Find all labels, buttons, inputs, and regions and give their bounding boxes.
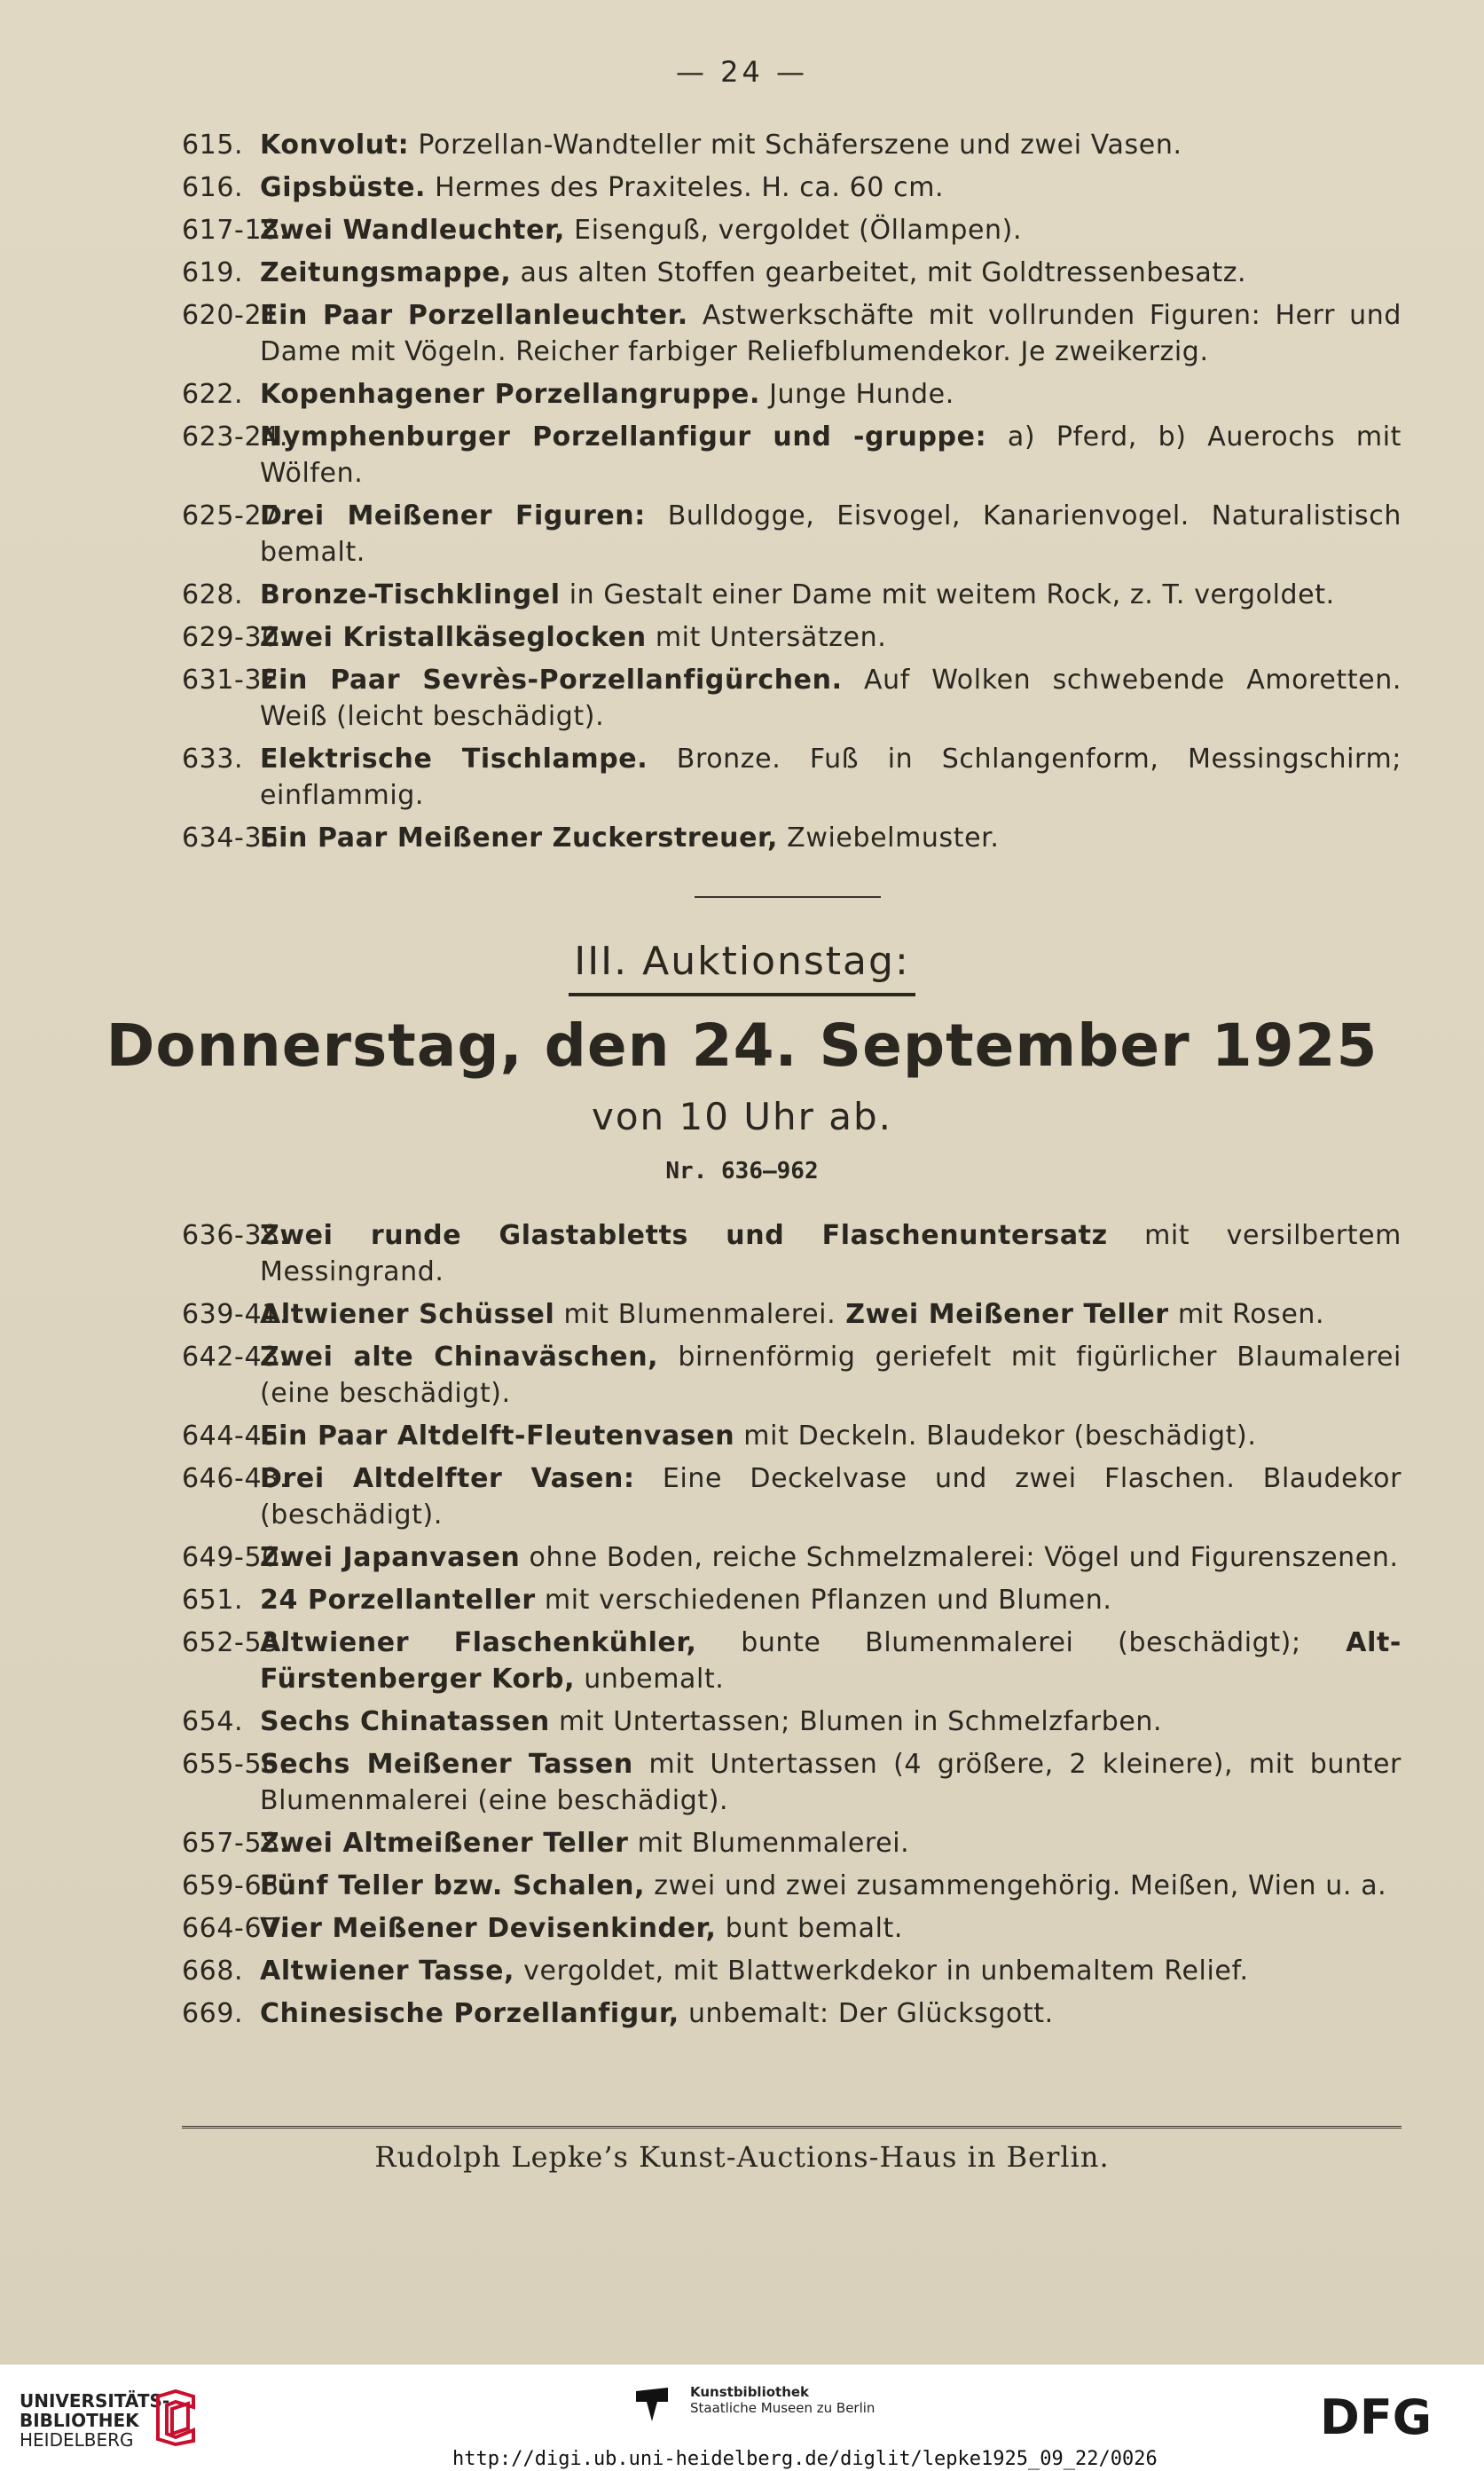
lot-title: Ein Paar Altdelft-Fleutenvasen: [260, 1420, 735, 1452]
lot-number: 623-24.: [182, 421, 288, 452]
lot-entry: [182, 1418, 1402, 1454]
lot-entry: [182, 1339, 1402, 1412]
lot-entry: [182, 577, 1402, 613]
uni-line-2: BIBLIOTHEK: [20, 2410, 139, 2431]
lot-number: 652-53.: [182, 1627, 288, 1658]
lot-description: Auf Wolken schwebende Amoretten. Weiß (leicht beschädigt).: [260, 665, 1402, 732]
dfg-text: DFG: [1320, 2391, 1433, 2441]
auction-start-time: von 10 Uhr ab.: [591, 1095, 893, 1138]
lot-description: mit Blumenmalerei.: [554, 1299, 836, 1330]
lot-entry: [182, 255, 1402, 291]
lot-title: Zwei runde Glastabletts und Flaschenuntersatz: [260, 1220, 1108, 1251]
lot-entry: [182, 1995, 1402, 2032]
lot-description: Bulldogge, Eisvogel, Kanarienvogel. Naturalistisch bemalt.: [260, 500, 1402, 568]
lot-entry: [182, 1625, 1402, 1697]
footer-rule: [182, 2126, 1402, 2129]
lot-description: Bronze. Fuß in Schlangenform, Messingschirm; einflammig.: [260, 744, 1402, 811]
lot-number: 642-43.: [182, 1342, 288, 1373]
lot-entry: [182, 1910, 1402, 1947]
lot-entry: [182, 820, 1402, 856]
lot-description: mit Untertassen; Blumen in Schmelzfarben.: [549, 1706, 1163, 1737]
lot-number: 659-63.: [182, 1870, 288, 1901]
lot-description: mit Untertassen (4 größere, 2 kleinere), mit bunter Blumenmalerei (eine beschädigt).: [260, 1749, 1402, 1816]
lot-title: Zwei Japanvasen: [260, 1542, 521, 1573]
lot-description: mit Untersätzen.: [646, 622, 887, 653]
lot-number: 668.: [182, 1956, 244, 1987]
lot-number: 649-50.: [182, 1542, 288, 1573]
page-number: — 24 —: [675, 55, 809, 89]
lot-number: 620-21.: [182, 300, 288, 331]
lot-title: Konvolut:: [260, 130, 410, 161]
lot-description: Eine Deckelvase und zwei Flaschen. Blaudekor (beschädigt).: [260, 1463, 1402, 1531]
lot-entry: [182, 1582, 1402, 1618]
digitization-bar: [0, 2365, 1484, 2471]
lot-title: Sechs Meißener Tassen: [260, 1749, 633, 1780]
lot-list-day-2: [182, 127, 1402, 862]
lot-entry: [182, 169, 1402, 206]
kunstbibliothek-logo-icon: [632, 2382, 673, 2425]
lot-entry: [182, 212, 1402, 248]
lot-title: Altwiener Schüssel: [260, 1299, 555, 1330]
lot-number: 617-18.: [182, 215, 288, 246]
lot-title: Elektrische Tischlampe.: [260, 744, 648, 775]
lot-description: zwei und zwei zusammengehörig. Meißen, Wien u. a.: [645, 1870, 1387, 1901]
lot-entry: [182, 498, 1402, 571]
lot-number-range: Nr. 636—962: [665, 1158, 819, 1184]
lot-description: Hermes des Praxiteles. H. ca. 60 cm.: [426, 172, 945, 203]
lot-entry: [182, 619, 1402, 656]
lot-entry: [182, 127, 1402, 163]
auction-day-label: III. Auktionstag:: [569, 939, 915, 996]
lot-number: 639-41.: [182, 1299, 288, 1330]
lot-number: 622.: [182, 379, 244, 410]
lot-entry: [182, 662, 1402, 735]
lot-description-secondary: unbemalt.: [575, 1664, 725, 1695]
lot-description: mit Blumenmalerei.: [628, 1828, 910, 1859]
lot-title: Kopenhagener Porzellangruppe.: [260, 379, 760, 410]
lot-title: Altwiener Flaschenkühler,: [260, 1627, 697, 1658]
kb-line-1: Kunstbibliothek: [690, 2384, 810, 2400]
lot-description: mit versilbertem Messingrand.: [260, 1220, 1402, 1287]
lot-number: 646-48.: [182, 1463, 288, 1494]
lot-description: ohne Boden, reiche Schmelzmalerei: Vögel und Figurenszenen.: [520, 1542, 1399, 1573]
lot-description: a) Pferd, b) Auerochs mit Wölfen.: [260, 421, 1402, 489]
lot-number: 616.: [182, 172, 244, 203]
lot-number: 629-30.: [182, 622, 288, 653]
lot-title: Ein Paar Meißener Zuckerstreuer,: [260, 822, 779, 854]
lot-description-secondary: mit Rosen.: [1168, 1299, 1325, 1330]
lot-description: Eisenguß, vergoldet (Öllampen).: [565, 215, 1023, 246]
lot-number: 664-67.: [182, 1913, 288, 1944]
lot-description: vergoldet, mit Blattwerkdekor in unbemaltem Relief.: [514, 1956, 1249, 1987]
lot-title: Zeitungsmappe,: [260, 257, 512, 288]
lot-entry: [182, 419, 1402, 492]
lot-number: 636-38.: [182, 1220, 288, 1251]
lot-title: Chinesische Porzellanfigur,: [260, 1998, 679, 2029]
lot-title: Zwei Wandleuchter,: [260, 215, 566, 246]
lot-entry: [182, 1825, 1402, 1861]
lot-title: Drei Altdelfter Vasen:: [260, 1463, 635, 1494]
lot-description: aus alten Stoffen gearbeitet, mit Goldtressenbesatz.: [511, 257, 1247, 288]
lot-number: 628.: [182, 579, 244, 610]
lot-number: 633.: [182, 744, 244, 775]
lot-number: 657-58.: [182, 1828, 288, 1859]
lot-entry: [182, 1746, 1402, 1819]
lot-description: mit verschiedenen Pflanzen und Blumen.: [535, 1585, 1112, 1616]
lot-number: 669.: [182, 1998, 244, 2029]
lot-description: bunt bemalt.: [716, 1913, 904, 1944]
lot-number: 631-32.: [182, 665, 288, 696]
lot-description: mit Deckeln. Blaudekor (beschädigt).: [734, 1420, 1257, 1452]
lot-description: in Gestalt einer Dame mit weitem Rock, z. T. vergoldet.: [560, 579, 1335, 610]
lot-title: Fünf Teller bzw. Schalen,: [260, 1870, 646, 1901]
lot-entry: [182, 376, 1402, 413]
lot-number: 655-56.: [182, 1749, 288, 1780]
lot-title-secondary: Alt-Fürstenberger Korb,: [260, 1627, 1402, 1695]
lot-title: Altwiener Tasse,: [260, 1956, 515, 1987]
permalink-url[interactable]: http://digi.ub.uni-heidelberg.de/diglit/lepke1925_09_22/0026: [452, 2448, 1158, 2470]
lot-number: 619.: [182, 257, 244, 288]
lot-title: Nymphenburger Porzellanfigur und -gruppe:: [260, 421, 987, 452]
lot-number: 644-45.: [182, 1420, 288, 1452]
lot-title: Gipsbüste.: [260, 172, 427, 203]
lot-entry: [182, 297, 1402, 370]
lot-entry: [182, 1868, 1402, 1904]
auction-day-heading: [0, 939, 1484, 996]
lot-number: 634-35.: [182, 822, 288, 854]
lot-title: Ein Paar Sevrès-Porzellanfigürchen.: [260, 665, 843, 696]
uni-line-1: UNIVERSITÄTS-: [20, 2390, 170, 2412]
uni-line-3: HEIDELBERG: [20, 2429, 134, 2451]
lot-title: Vier Meißener Devisenkinder,: [260, 1913, 717, 1944]
lot-description: Junge Hunde.: [759, 379, 954, 410]
lot-title: Bronze-Tischklingel: [260, 579, 561, 610]
lot-title-secondary: Zwei Meißener Teller: [836, 1299, 1169, 1330]
lot-title: Zwei alte Chinaväschen,: [260, 1342, 659, 1373]
lot-title: Zwei Altmeißener Teller: [260, 1828, 629, 1859]
lot-description: unbemalt: Der Glücksgott.: [679, 1998, 1054, 2029]
lot-title: Sechs Chinatassen: [260, 1706, 550, 1737]
lot-entry: [182, 1217, 1402, 1290]
section-divider: [695, 896, 881, 898]
lot-list-day-3: [182, 1217, 1402, 2038]
kb-line-2: Staatliche Museen zu Berlin: [690, 2400, 875, 2416]
lot-description: Porzellan-Wandteller mit Schäferszene und zwei Vasen.: [409, 130, 1182, 161]
lot-description: Zwiebelmuster.: [778, 822, 1000, 854]
lot-entry: [182, 1953, 1402, 1989]
lot-entry: [182, 1296, 1402, 1333]
lot-number: 625-27.: [182, 500, 288, 531]
auction-date-heading: Donnerstag, den 24. September 1925: [106, 1011, 1378, 1080]
lot-title: Drei Meißener Figuren:: [260, 500, 646, 531]
lot-description: bunte Blumenmalerei (beschädigt);: [696, 1627, 1301, 1658]
dfg-logo: [1320, 2391, 1462, 2441]
lot-number: 615.: [182, 130, 244, 161]
lot-number: 651.: [182, 1585, 244, 1616]
lot-description: birnenförmig geriefelt mit figürlicher Blaumalerei (eine beschädigt).: [260, 1342, 1402, 1409]
lot-title: Zwei Kristallkäseglocken: [260, 622, 647, 653]
lot-entry: [182, 1704, 1402, 1740]
lot-title: 24 Porzellanteller: [260, 1585, 536, 1616]
publisher-footer: Rudolph Lepke’s Kunst-Auctions-Haus in Berlin.: [374, 2140, 1110, 2174]
lot-number: 654.: [182, 1706, 244, 1737]
kunstbibliothek-label: [690, 2384, 875, 2416]
lot-title: Ein Paar Porzellanleuchter.: [260, 300, 688, 331]
lot-entry: [182, 1539, 1402, 1576]
lot-entry: [182, 1460, 1402, 1533]
uni-heidelberg-label: [20, 2391, 169, 2450]
lot-entry: [182, 741, 1402, 814]
lot-description: Astwerkschäfte mit vollrunden Figuren: Herr und Dame mit Vögeln. Reicher farbiger Reliefblumendekor. Je zweikerzig.: [260, 300, 1402, 367]
uni-heidelberg-logo-icon: [149, 2389, 204, 2446]
